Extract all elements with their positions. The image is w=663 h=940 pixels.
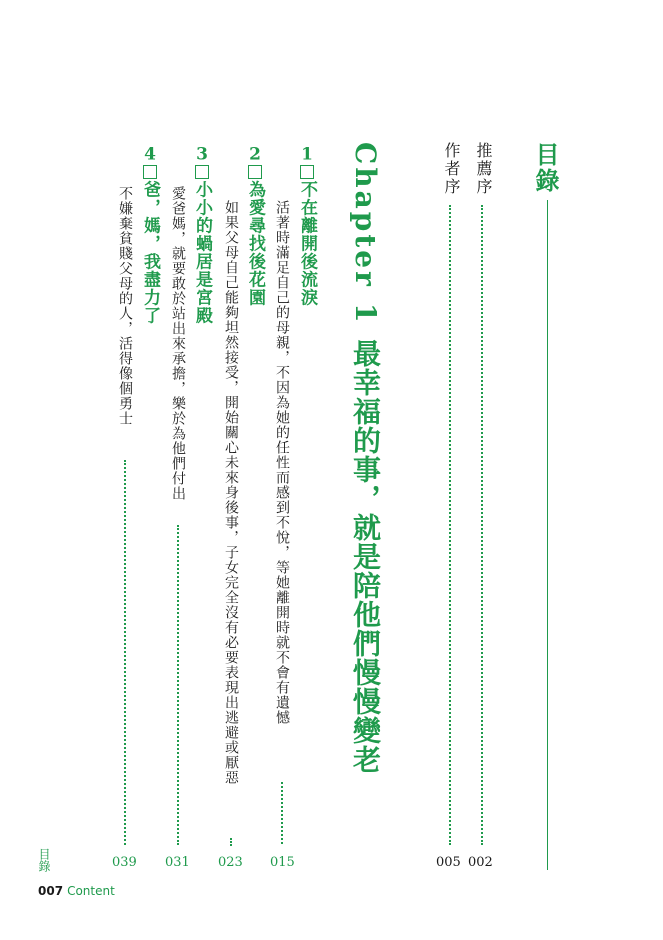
chapter-number: 1 [349, 302, 382, 326]
preface-leader-dots [481, 205, 483, 845]
author-leader-dots [449, 205, 451, 845]
section-3-number: 3 [196, 146, 208, 163]
section-2-page: 023 [218, 855, 243, 870]
chapter-title: 最幸福的事，就是陪他們慢慢變老 [349, 339, 382, 775]
section-4-page: 039 [112, 855, 137, 870]
section-1-page: 015 [270, 855, 295, 870]
square-bullet-icon [248, 165, 262, 179]
square-bullet-icon [195, 165, 209, 179]
chapter-heading [345, 142, 385, 774]
section-4-title[interactable] [138, 146, 163, 325]
section-3-title-text: 小小的蝸居是宮殿 [192, 180, 212, 325]
section-1-number: 1 [301, 146, 313, 163]
section-4-leader-dots [124, 460, 126, 845]
section-4-title-text: 爸，媽，我盡力了 [140, 180, 160, 325]
front-matter-author-label[interactable]: 作者序 [442, 142, 461, 196]
section-4-subtitle: 不嫌棄貧賤父母的人，活得像個勇士 [117, 186, 133, 426]
section-2-title-text: 為愛尋找後花園 [245, 180, 265, 307]
section-1-title[interactable] [295, 146, 320, 307]
section-3-leader-dots [177, 525, 179, 845]
footer-side-label: 目錄 [37, 848, 51, 872]
footer-page-number: 007 [38, 884, 64, 898]
front-matter-preface-label[interactable]: 推薦序 [474, 142, 493, 196]
footer-running-head: Content [67, 884, 115, 898]
toc-title: 目錄 [531, 142, 560, 194]
section-3-title[interactable] [190, 146, 215, 325]
section-4-number: 4 [144, 146, 156, 163]
section-2-number: 2 [249, 146, 261, 163]
front-matter-author-page: 005 [436, 855, 461, 870]
square-bullet-icon [143, 165, 157, 179]
chapter-prefix: Chapter [349, 142, 382, 289]
page-footer [38, 884, 115, 898]
section-3-subtitle: 愛爸媽，就要敢於站出來承擔，樂於為他們付出 [170, 186, 186, 501]
section-2-subtitle: 如果父母自己能夠坦然接受，開始關心未來身後事，子女完全沒有必要表現出逃避或厭惡 [223, 200, 239, 785]
square-bullet-icon [300, 165, 314, 179]
section-1-leader-dots [281, 782, 283, 844]
section-1-subtitle: 活著時滿足自己的母親，不因為她的任性而感到不悅，等她離開時就不會有遺憾 [274, 200, 290, 725]
section-2-leader-dots [230, 838, 232, 846]
section-3-page: 031 [165, 855, 190, 870]
front-matter-preface-page: 002 [468, 855, 493, 870]
title-rule [547, 200, 548, 870]
section-2-title[interactable] [243, 146, 268, 307]
section-1-title-text: 不在離開後流淚 [297, 180, 317, 307]
